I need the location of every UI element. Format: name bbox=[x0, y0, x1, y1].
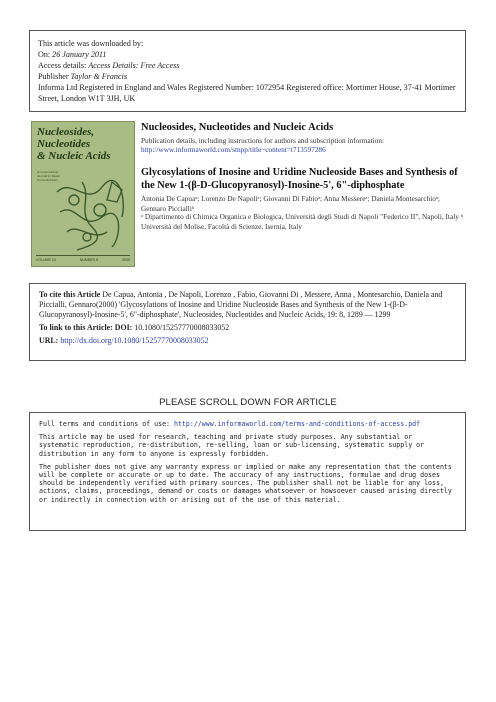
scroll-notice: PLEASE SCROLL DOWN FOR ARTICLE bbox=[159, 397, 337, 408]
url-line: URL: http://dx.doi.org/10.1080/15257770008033052 bbox=[39, 336, 209, 345]
terms-box bbox=[29, 412, 466, 531]
cover-subtitle: An International Journal for Rapid Communication bbox=[37, 170, 60, 182]
doi-line: To link to this Article: DOI: 10.1080/15257770008033052 bbox=[39, 323, 230, 332]
cover-title: Nucleosides, Nucleotides & Nucleic Acids bbox=[37, 126, 111, 162]
cover-footer: VOLUME 24 NUMBER 8 2005 bbox=[36, 255, 130, 262]
journal-link[interactable]: http://www.informaworld.com/smpp/title~content=t713597286 bbox=[141, 145, 326, 154]
access-details: Access details: Access Details: Free Access bbox=[38, 61, 180, 70]
download-line: This article was downloaded by: bbox=[38, 39, 144, 48]
doi-link[interactable]: http://dx.doi.org/10.1080/15257770008033052 bbox=[58, 336, 209, 345]
authors: Antonia De Capuaᵃ; Lorenzo De Napoliᵃ; Giovanni Di Fabioᵃ; Anna Messereᵃ; Daniela Montesarchioᵃ; Gennaro Piccialliᵇ bbox=[141, 194, 440, 213]
publisher: Publisher Taylor & Francis bbox=[38, 72, 127, 81]
publication-details: Publication details, including instructions for authors and subscription information: bbox=[141, 136, 384, 145]
terms-line: Full terms and conditions of use: http://www.informaworld.com/terms-and-conditions-of-access.pdf bbox=[39, 420, 421, 428]
registered-office: Informa Ltd Registered in England and Wales Registered Number: 1072954 Registered office: Mortimer House, 37-41 Mortimer Street, London W1T 3JH, UK bbox=[38, 83, 456, 103]
journal-title: Nucleosides, Nucleotides and Nucleic Acids bbox=[141, 122, 334, 133]
download-date: On: 26 January 2011 bbox=[38, 50, 107, 59]
terms-link[interactable]: http://www.informaworld.com/terms-and-conditions-of-access.pdf bbox=[173, 420, 421, 428]
disclaimer-paragraph: The publisher does not give any warranty express or implied or make any representation that the contents will be complete or accurate or up to date. The accuracy of any instructions, formulae and drug doses should be independently verified with primary sources. The publisher shall not be liable for any loss, actions, claims, proceedings, demand or costs or damages whatsoever or howsoever caused arising directly or indirectly in connection with or arising out of the use of this material. bbox=[39, 462, 452, 504]
download-info-box bbox=[29, 30, 466, 112]
affiliations: ᵃ Dipartimento di Chimica Organica e Biologica, Università degli Studi di Napoli "Federico II", Napoli, Italy ᵇ Università del Molise, Facoltà di Scienze, Isernia, Italy bbox=[141, 212, 463, 231]
journal-cover-image bbox=[31, 121, 135, 267]
usage-paragraph: This article may be used for research, teaching and private study purposes. Any substantial or systematic reproduction, re-distribution, re-selling, loan or sub-licensing, systematic supply or distribution in any form to anyone is expressly forbidden. bbox=[39, 433, 425, 458]
citation-box bbox=[29, 283, 466, 361]
article-title: Glycosylations of Inosine and Uridine Nucleoside Bases and Synthesis of the New 1-(β-D-Glucopyranosyl)-Inosine-5', 6"-diphosphate bbox=[141, 167, 458, 191]
citation: To cite this Article De Capua, Antonia , De Napoli, Lorenzo , Fabio, Giovanni Di , Messere, Anna , Montesarchio, Daniela and Piccialli, Gennaro(2000) 'Glycosylations of Inosine and Uridine Nucleoside Bases and Synthesis of the New 1-(β-D-Glucopyranosyl)-Inosine-5', 6"-diphosphate', Nucleosides, Nucleotides and Nucleic Acids, 19: 8, 1289 — 1299 bbox=[39, 290, 443, 319]
molecule-illustration-icon bbox=[52, 172, 132, 252]
